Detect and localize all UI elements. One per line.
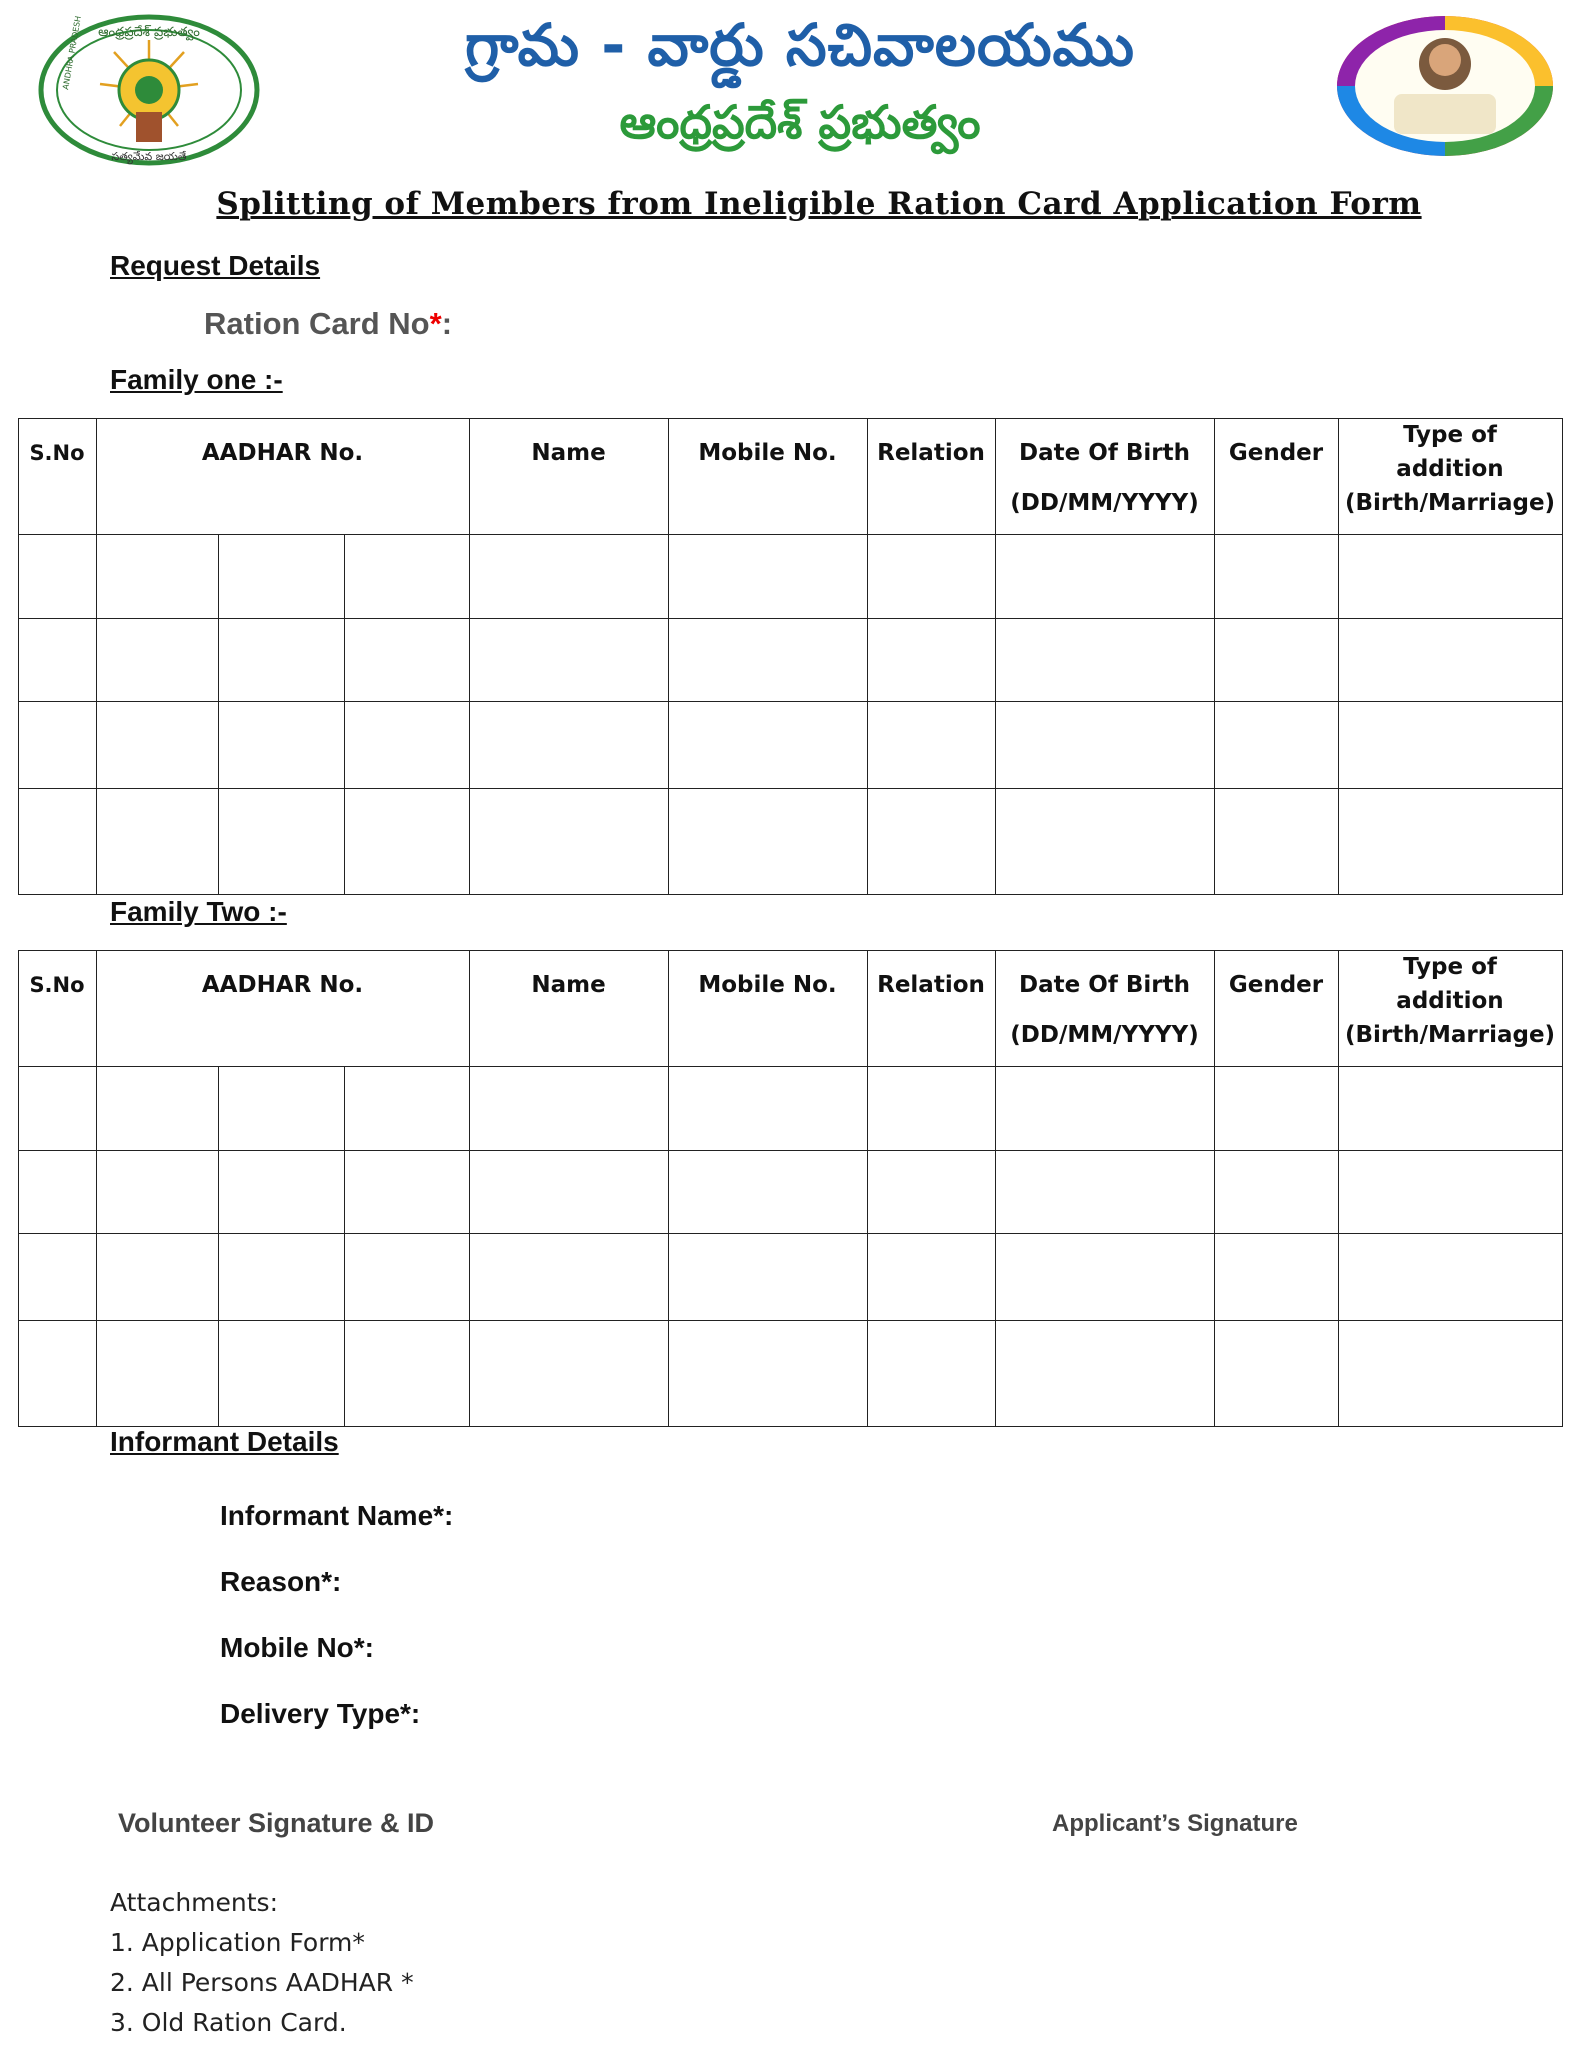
attachments-heading: Attachments: [110, 1888, 279, 1917]
col-type-line1: Type of [1403, 954, 1497, 980]
ration-card-field[interactable] [204, 306, 452, 342]
col-type-line2: addition [1396, 456, 1504, 482]
col-mobile: Mobile No. [698, 440, 837, 466]
col-sno: S.No [29, 441, 85, 465]
family-two-heading: Family Two :- [110, 896, 287, 927]
attachment-item: 1. Application Form* [110, 1928, 365, 1957]
emblem-motto: సత్యమేవ జయతే [111, 150, 187, 163]
request-details-heading: Request Details [110, 250, 321, 281]
col-type-line2: addition [1396, 988, 1504, 1014]
col-name: Name [531, 972, 606, 998]
applicant-signature: Applicant’s Signature [1052, 1810, 1298, 1837]
col-gender: Gender [1228, 440, 1324, 466]
col-type-line1: Type of [1403, 422, 1497, 448]
telugu-title: గ్రామ - వార్డు సచివాలయము [465, 11, 1135, 79]
col-sno: S.No [29, 973, 85, 997]
ration-card-colon: : [441, 306, 453, 341]
col-type-line3: (Birth/Marriage) [1344, 490, 1556, 516]
col-dob-line2: (DD/MM/YYYY) [1010, 490, 1199, 516]
delivery-type-field[interactable]: Delivery Type*: [220, 1698, 421, 1729]
informant-details-heading: Informant Details [110, 1426, 339, 1457]
family-one-table [18, 418, 1563, 896]
col-dob [995, 968, 1214, 1052]
col-dob-line1: Date Of Birth [1019, 972, 1190, 998]
form-title: Splitting of Members from Ineligible Ration Card Application Form [216, 186, 1422, 222]
col-mobile: Mobile No. [698, 972, 837, 998]
family-two-table [18, 950, 1563, 1428]
emblem-text-side: ANDHRA PRADESH [61, 15, 83, 91]
col-gender: Gender [1228, 972, 1324, 998]
emblem-text-top: ఆంధ్రప్రదేశ్ ప్రభుత్వం [98, 25, 200, 40]
col-name: Name [531, 440, 606, 466]
telugu-subtitle: ఆంధ్రప్రదేశ్ ప్రభుత్వం [619, 95, 981, 149]
attachment-item: 2. All Persons AADHAR * [110, 1968, 414, 1997]
volunteer-signature: Volunteer Signature & ID [118, 1808, 435, 1838]
informant-name-field[interactable]: Informant Name*: [220, 1500, 454, 1531]
col-relation: Relation [877, 440, 985, 466]
required-star: * [429, 306, 442, 341]
col-relation: Relation [877, 972, 985, 998]
attachment-item: 3. Old Ration Card. [110, 2008, 347, 2037]
col-type-line3: (Birth/Marriage) [1344, 1022, 1556, 1048]
ration-card-label: Ration Card No [204, 306, 430, 341]
family-one-heading: Family one :- [110, 364, 283, 395]
col-dob-line1: Date Of Birth [1019, 440, 1190, 466]
navaratnalu-logo [1334, 12, 1556, 160]
mobile-no-field[interactable]: Mobile No*: [220, 1632, 374, 1663]
col-type [1338, 950, 1562, 1052]
andhra-pradesh-emblem [38, 14, 260, 166]
col-dob [995, 436, 1214, 520]
reason-field[interactable]: Reason*: [220, 1566, 342, 1597]
col-aadhar: AADHAR No. [201, 972, 364, 998]
col-type [1338, 418, 1562, 520]
col-aadhar: AADHAR No. [201, 440, 364, 466]
col-dob-line2: (DD/MM/YYYY) [1010, 1022, 1199, 1048]
